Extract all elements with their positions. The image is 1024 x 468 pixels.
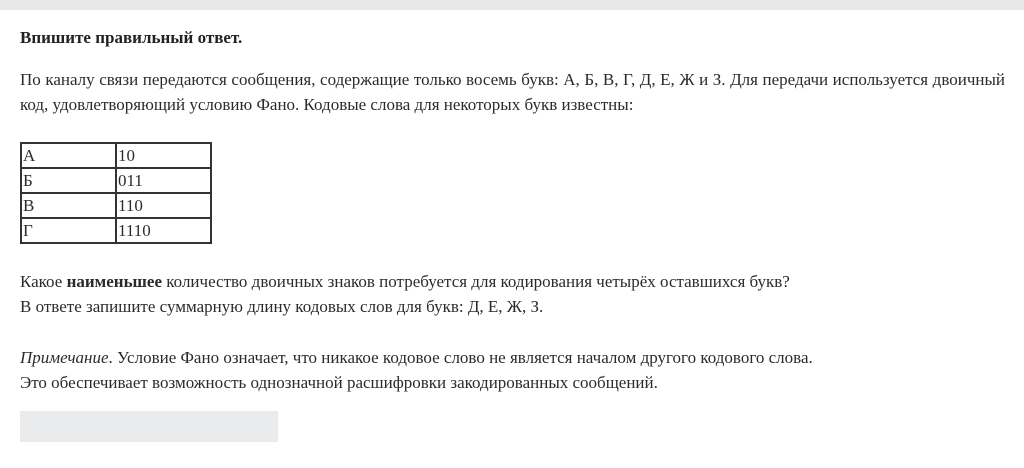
question-text — [20, 269, 1005, 319]
letter-cell: Г — [21, 218, 116, 243]
code-cell: 10 — [116, 143, 211, 168]
question-emphasis: наименьшее — [66, 272, 163, 291]
table-row — [21, 193, 211, 218]
question-suffix: количество двоичных знаков потребуется для кодирования четырёх оставшихся букв? — [162, 272, 790, 291]
table-row — [21, 143, 211, 168]
question-prefix: Какое — [20, 272, 67, 291]
note-label: Примечание — [20, 348, 109, 367]
code-table — [20, 142, 212, 244]
code-cell: 110 — [116, 193, 211, 218]
letter-cell: Б — [21, 168, 116, 193]
problem-text: По каналу связи передаются сообщения, содержащие только восемь букв: А, Б, В, Г, Д, Е, Ж и З. Для передачи используется двоичный код, удовлетворяющий условию Фано. Кодовые слова для некоторых букв известны: — [20, 70, 1005, 114]
task-instruction: Впишите правильный ответ. — [20, 28, 243, 47]
top-bar — [0, 0, 1024, 10]
note-line-1-rest: . Условие Фано означает, что никакое кодовое слово не является началом другого кодового слова. — [108, 348, 813, 367]
answer-input[interactable] — [20, 411, 278, 442]
table-row — [21, 218, 211, 243]
note-text — [20, 345, 1005, 395]
code-cell: 011 — [116, 168, 211, 193]
code-cell: 1110 — [116, 218, 211, 243]
note-line-2: Это обеспечивает возможность однозначной расшифровки закодированных сообщений. — [20, 373, 658, 392]
letter-cell: А — [21, 143, 116, 168]
question-line-2: В ответе запишите суммарную длину кодовых слов для букв: Д, Е, Ж, З. — [20, 297, 544, 316]
table-row — [21, 168, 211, 193]
note-line-1 — [20, 345, 1005, 370]
question-line-1 — [20, 269, 1005, 294]
letter-cell: В — [21, 193, 116, 218]
task-content — [20, 28, 1005, 395]
